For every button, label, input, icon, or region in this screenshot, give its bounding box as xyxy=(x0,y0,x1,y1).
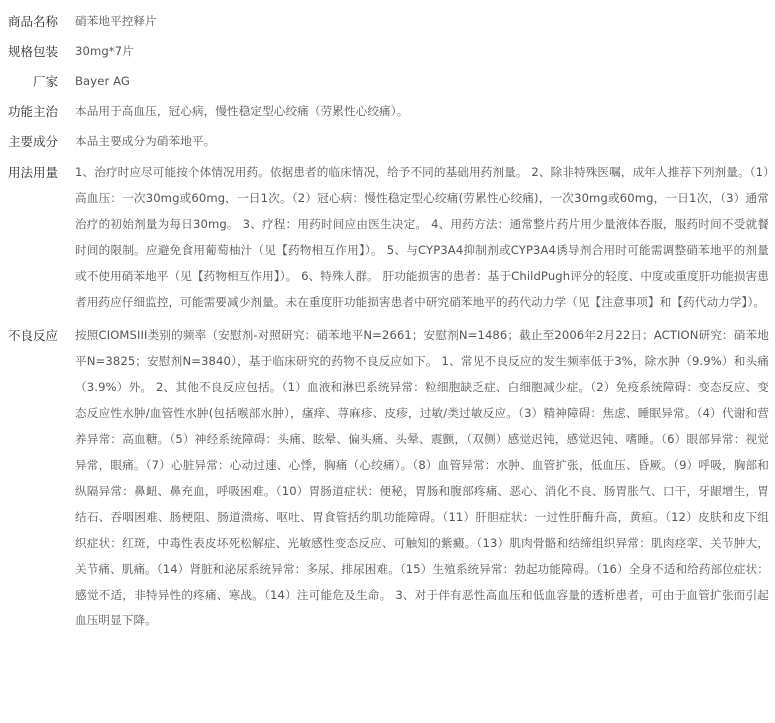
row-usage xyxy=(0,160,775,315)
indications-value: 本品用于高血压，冠心病，慢性稳定型心绞痛（劳累性心绞痛）。 xyxy=(75,104,409,118)
row-product-name xyxy=(0,9,775,39)
product-name-value: 硝苯地平控释片 xyxy=(75,14,157,28)
row-spec xyxy=(0,39,775,69)
manufacturer-label: 厂家 xyxy=(32,74,58,89)
manufacturer-value: Bayer AG xyxy=(75,74,131,88)
row-adverse-reactions xyxy=(0,323,775,634)
product-name-label: 商品名称 xyxy=(7,14,58,29)
adverse-reactions-label: 不良反应 xyxy=(7,328,58,344)
row-manufacturer xyxy=(0,69,775,99)
usage-label: 用法用量 xyxy=(7,165,58,180)
row-indications xyxy=(0,99,775,129)
spec-label: 规格包装 xyxy=(7,44,58,59)
spec-value: 30mg*7片 xyxy=(75,44,134,58)
adverse-reactions-value: 按照CIOMSIII类别的频率（安慰剂-对照研究：硝苯地平N=2661；安慰剂N=1486；截止至2006年2月22日；ACTION研究：硝苯地平N=3825；安慰剂N=3840），基于临床研究的药物不良反应如下。 1、常见不良反应的发生频率低于3%，除水肿（9.9%）和头痛（3.9%）外。 2、其他不良反应包括。（1）血液和淋巴系统异常：粒细胞缺乏症、白细胞减少症。（2）免疫系统障碍：变态反应、变态反应性水肿/血管性水肿(包括喉部水肿），瘙痒、荨麻疹、皮疹，过敏/类过敏反应。（3）精神障碍：焦虑、睡眠异常。（4）代谢和营养异常：高血糖。（5）神经系统障碍：头痛、眩晕、偏头痛、头晕、震颤，（双侧）感觉迟钝，感觉迟钝、嗜睡。（6）眼部异常：视觉异常，眼痛。（7）心脏异常：心动过速、心悸，胸痛（心绞痛）。（8）血管异常：水肿、血管扩张，低血压、昏厥。（9）呼吸，胸部和纵隔异常：鼻衄、鼻充血，呼吸困难。（10）胃肠道症状：便秘，胃肠和腹部疼痛、恶心、消化不良、肠胃胀气、口干，牙龈增生，胃结石、吞咽困难、肠梗阻、肠道溃疡、呕吐、胃食管括约肌功能障碍。（11）肝胆症状：一过性肝酶升高，黄疸。（12）皮肤和皮下组织症状：红斑，中毒性表皮坏死松解症、光敏感性变态反应、可触知的紫癜。（13）肌肉骨骼和结缔组织异常：肌肉痉挛、关节肿大，关节痛、肌痛。（14）肾脏和泌尿系统异常：多尿、排尿困难。（15）生殖系统异常：勃起功能障碍。（16）全身不适和给药部位症状：感觉不适，非特异性的疼痛、寒战。（14）注可能危及生命。 3、对于伴有恶性高血压和低血容量的透析患者，可由于血管扩张而引起血压明显下降。 xyxy=(75,328,770,628)
ingredients-value: 本品主要成分为硝苯地平。 xyxy=(75,134,216,148)
ingredients-label: 主要成分 xyxy=(7,134,58,149)
usage-value: 1、治疗时应尽可能按个体情况用药。依据患者的临床情况，给予不同的基础用药剂量。 2、除非特殊医嘱，成年人推荐下列剂量。（1）高血压：一次30mg或60mg，一日1次。（2）冠心病：慢性稳定型心绞痛(劳累性心绞痛)，一次30mg或60mg，一日1次，（3）通常治疗的初始剂量为每日30mg。 3、疗程：用药时间应由医生决定。 4、用药方法：通常整片药片用少量液体吞服，服药时间不受就餐时间的限制。应避免食用葡萄柚汁（见【药物相互作用】）。 5、与CYP3A4抑制剂或CYP3A4诱导剂合用时可能需调整硝苯地平的剂量或不使用硝苯地平（见【药物相互作用】）。 6、特殊人群。 肝功能损害的患者：基于ChildPugh评分的轻度、中度或重度肝功能损害患者用药应仔细监控，可能需要减少剂量。未在重度肝功能损害患者中研究硝苯地平的药代动力学（见【注意事项】和【药代动力学】）。 xyxy=(75,165,769,309)
indications-label: 功能主治 xyxy=(7,104,58,119)
row-ingredients xyxy=(0,129,775,159)
